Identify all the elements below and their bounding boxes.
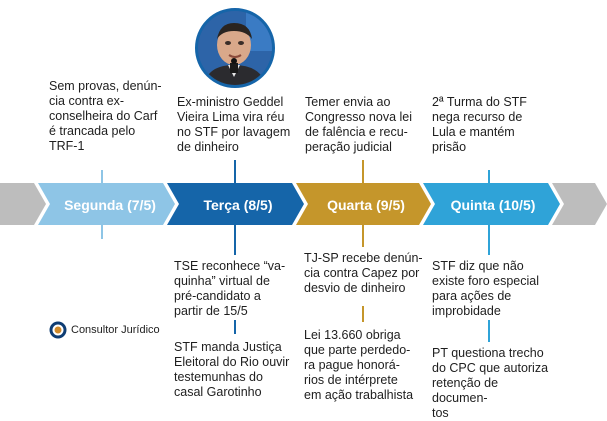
news-terca-bottom-1: TSE reconhece “va- quinha” virtual de pré-candidato a partir de 15/5	[174, 259, 286, 318]
news-quarta-bottom-2: Lei 13.660 obriga que parte perdedo- ra pague honorá- rios de intérprete em ação trabalhista	[304, 328, 414, 402]
day-label-terca: Terça (8/5)	[203, 197, 273, 213]
news-terca-top: Ex-ministro Geddel Vieira Lima vira réu no STF por lavagem de dinheiro	[177, 95, 291, 154]
logo-text: Consultor Jurídico	[71, 324, 160, 336]
connector-quarta-middle	[362, 306, 364, 322]
connector-segunda-top	[101, 170, 103, 183]
connector-quinta-bottom	[488, 225, 490, 255]
connector-quinta-middle	[488, 320, 490, 342]
day-label-quinta: Quinta (10/5)	[450, 197, 536, 213]
conjur-logo-icon	[49, 321, 67, 339]
connector-quarta-top	[362, 160, 364, 183]
news-terca-bottom-2: STF manda Justiça Eleitoral do Rio ouvir testemunhas do casal Garotinho	[174, 340, 290, 399]
news-segunda-top: Sem provas, denún- cia contra ex- conselheira do Carf é trancada pelo TRF-1	[49, 79, 162, 153]
connector-quarta-bottom	[362, 225, 364, 247]
news-quinta-bottom-1: STF diz que não existe foro especial para ações de improbidade	[432, 259, 540, 318]
news-quarta-bottom-1: TJ-SP recebe denún- cia contra Capez por desvio de dinheiro	[304, 251, 423, 295]
news-quinta-top: 2ª Turma do STF nega recurso de Lula e mantém prisão	[432, 95, 527, 154]
connector-terca-top	[234, 160, 236, 183]
day-label-quarta: Quarta (9/5)	[327, 197, 405, 213]
connector-terca-middle	[234, 320, 236, 334]
connector-terca-bottom	[234, 225, 236, 255]
consultor-juridico-logo	[49, 320, 160, 340]
connector-segunda-bottom	[101, 225, 103, 239]
connector-quinta-top	[488, 170, 490, 183]
news-quarta-top: Temer envia ao Congresso nova lei de falência e recu- peração judicial	[305, 95, 413, 154]
news-quinta-bottom-2: PT questiona trecho do CPC que autoriza retenção de documen- tos	[432, 346, 549, 420]
day-label-segunda: Segunda (7/5)	[64, 197, 156, 213]
timeline-start-arrow	[0, 183, 46, 225]
portrait-photo	[195, 8, 275, 88]
timeline-end-arrow	[552, 183, 607, 225]
